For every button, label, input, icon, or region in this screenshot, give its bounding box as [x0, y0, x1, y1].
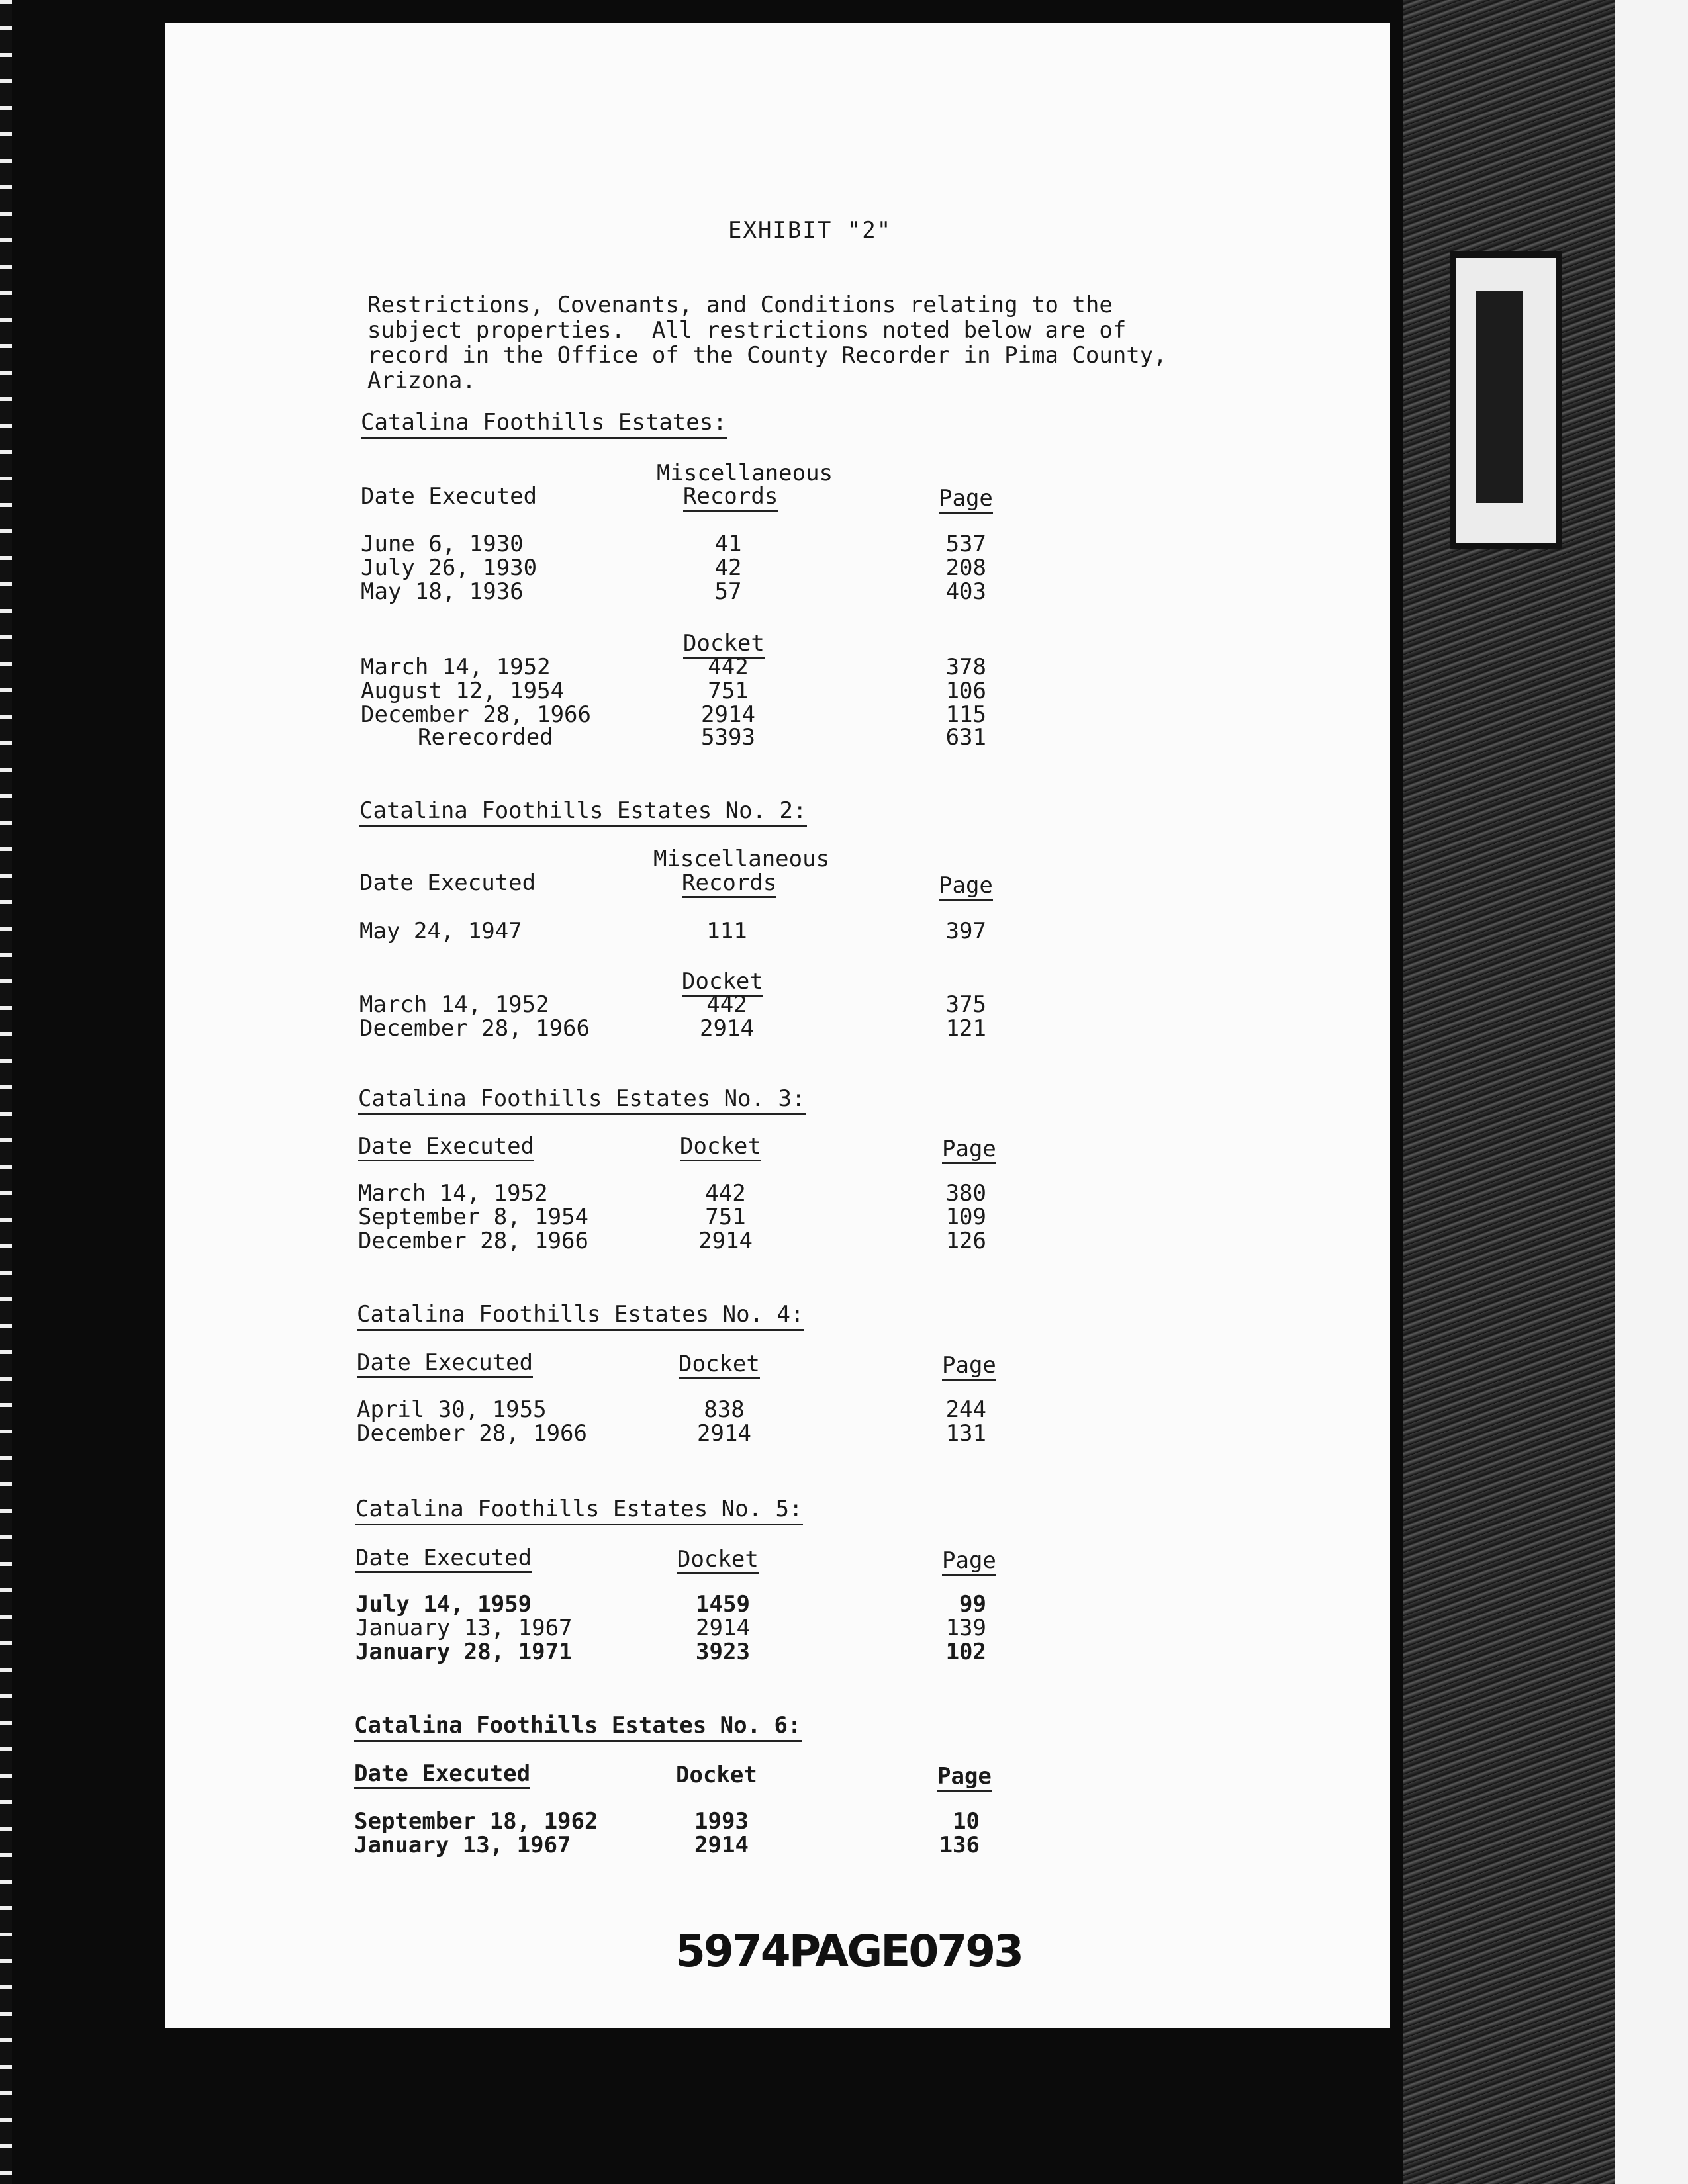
page-cell: 99: [959, 1591, 986, 1617]
date-cell: May 18, 1936: [361, 578, 524, 605]
page-header: Page: [942, 1547, 996, 1576]
page-cell: 244: [945, 1396, 986, 1423]
page-cell: 403: [945, 578, 986, 605]
intro-paragraph: Restrictions, Covenants, and Conditions relating to the subject properties. All restrictions noted below are of record in the Office of the County Recorder in Pima County, Arizona.: [367, 292, 1167, 394]
recording-stamp: 5974PAGE0793: [675, 1926, 1023, 1977]
docket-number-cell: 1459: [696, 1591, 750, 1617]
date-cell: January 28, 1971: [355, 1639, 573, 1665]
binder-clip-shadow: [1476, 291, 1523, 503]
page-cell: 378: [945, 654, 986, 680]
page-header: Page: [942, 1136, 996, 1164]
page-header: Page: [942, 1352, 996, 1381]
record-number-cell: 111: [706, 918, 747, 944]
page-cell: 109: [945, 1204, 986, 1230]
section-title: Catalina Foothills Estates No. 5:: [355, 1496, 803, 1525]
date-cell: December 28, 1966: [358, 1228, 588, 1254]
page-header: Page: [937, 1763, 992, 1792]
misc-header-line2: Records: [683, 483, 778, 512]
scan-left-edge: [0, 0, 12, 2184]
page-cell: 380: [945, 1180, 986, 1206]
page-cell: 136: [939, 1832, 980, 1858]
page-header: Page: [939, 485, 993, 514]
date-cell: July 26, 1930: [361, 555, 538, 581]
date-cell: December 28, 1966: [357, 1420, 587, 1447]
page-cell: 631: [945, 724, 986, 751]
date-executed-header: Date Executed: [361, 483, 538, 510]
date-cell: March 14, 1952: [358, 1180, 548, 1206]
section-title: Catalina Foothills Estates:: [361, 409, 727, 439]
page-cell: 131: [945, 1420, 986, 1447]
date-cell: May 24, 1947: [359, 918, 522, 944]
date-cell: June 6, 1930: [361, 531, 524, 557]
date-cell: April 30, 1955: [357, 1396, 547, 1423]
docket-number-cell: 838: [704, 1396, 745, 1423]
docket-number-cell: 1993: [694, 1808, 749, 1835]
scan-right-edge: [1615, 0, 1688, 2184]
date-cell: December 28, 1966: [359, 1015, 590, 1042]
docket-number-cell: 2914: [698, 1228, 753, 1254]
page-cell: 106: [945, 678, 986, 704]
date-executed-header: Date Executed: [355, 1545, 532, 1573]
page-cell: 10: [953, 1808, 980, 1835]
docket-number-cell: 2914: [700, 1015, 754, 1042]
docket-number-cell: 2914: [696, 1615, 750, 1641]
docket-number-cell: 2914: [697, 1420, 751, 1447]
exhibit-title: EXHIBIT "2": [728, 217, 892, 244]
misc-header-line2: Records: [682, 870, 776, 898]
date-cell: September 18, 1962: [354, 1808, 598, 1835]
page-cell: 115: [945, 702, 986, 728]
page-cell: 397: [945, 918, 986, 944]
page-cell: 208: [945, 555, 986, 581]
docket-number-cell: 5393: [701, 724, 755, 751]
date-cell: August 12, 1954: [361, 678, 565, 704]
section-title: Catalina Foothills Estates No. 6:: [354, 1712, 802, 1742]
docket-header: Docket: [679, 1351, 760, 1379]
page-cell: 375: [945, 991, 986, 1018]
docket-number-cell: 751: [705, 1204, 746, 1230]
date-executed-header: Date Executed: [354, 1760, 530, 1789]
date-cell: December 28, 1966: [361, 702, 591, 728]
binder-clip-image: [1450, 251, 1562, 549]
docket-number-cell: 3923: [696, 1639, 750, 1665]
page-cell: 102: [945, 1639, 986, 1665]
page-cell: 139: [945, 1615, 986, 1641]
date-executed-header: Date Executed: [357, 1349, 533, 1378]
date-cell: March 14, 1952: [359, 991, 549, 1018]
docket-number-cell: 442: [706, 991, 747, 1018]
section-title: Catalina Foothills Estates No. 2:: [359, 797, 807, 827]
section-title: Catalina Foothills Estates No. 4:: [357, 1301, 804, 1331]
docket-header: Docket: [680, 1133, 761, 1161]
docket-number-cell: 442: [708, 654, 749, 680]
misc-header-line1: Miscellaneous: [653, 846, 830, 872]
page-cell: 121: [945, 1015, 986, 1042]
page-cell: 537: [945, 531, 986, 557]
record-number-cell: 57: [714, 578, 742, 605]
misc-header-line1: Miscellaneous: [656, 460, 833, 486]
docket-number-cell: 2914: [701, 702, 755, 728]
docket-header: Docket: [682, 968, 763, 997]
section-title: Catalina Foothills Estates No. 3:: [358, 1085, 806, 1115]
page-header: Page: [939, 872, 993, 901]
record-number-cell: 41: [714, 531, 742, 557]
date-cell: September 8, 1954: [358, 1204, 588, 1230]
docket-number-cell: 2914: [694, 1832, 749, 1858]
docket-number-cell: 751: [708, 678, 749, 704]
docket-header: Docket: [676, 1762, 757, 1788]
date-cell: January 13, 1967: [354, 1832, 571, 1858]
record-number-cell: 42: [714, 555, 742, 581]
docket-header: Docket: [677, 1546, 759, 1574]
docket-number-cell: 442: [705, 1180, 746, 1206]
page-cell: 126: [945, 1228, 986, 1254]
date-cell: January 13, 1967: [355, 1615, 573, 1641]
date-executed-header: Date Executed: [359, 870, 536, 896]
date-cell: March 14, 1952: [361, 654, 551, 680]
docket-header: Docket: [683, 630, 765, 659]
date-cell: July 14, 1959: [355, 1591, 532, 1617]
date-executed-header: Date Executed: [358, 1133, 534, 1161]
date-cell: Rerecorded: [418, 724, 553, 751]
